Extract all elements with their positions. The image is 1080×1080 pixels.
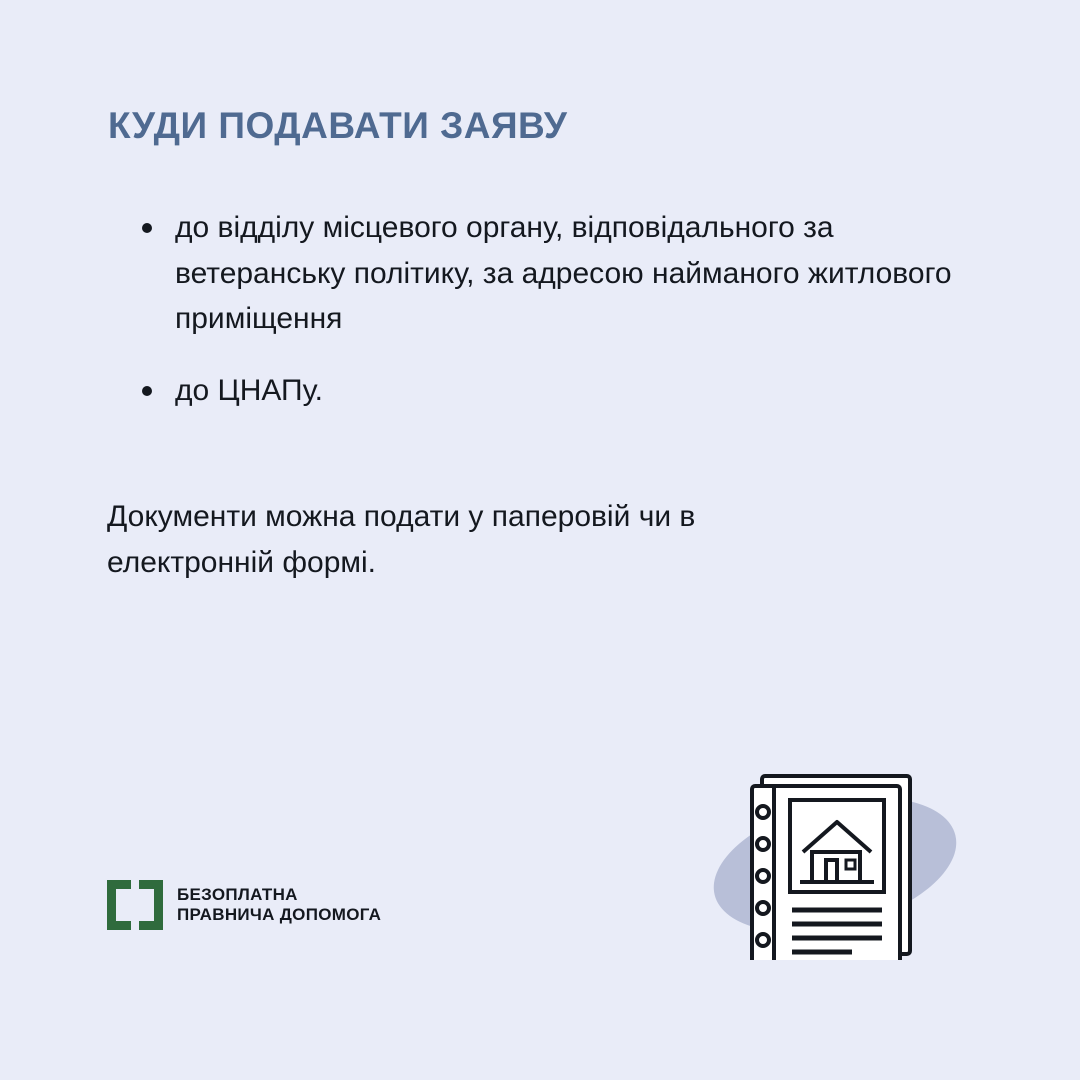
logo-line-1: БЕЗОПЛАТНА [177, 884, 298, 904]
bullet-dot-icon [142, 386, 152, 396]
logo [107, 880, 381, 930]
page-title: КУДИ ПОДАВАТИ ЗАЯВУ [108, 105, 568, 146]
list-item [138, 205, 958, 342]
list-item-label: до відділу місцевого органу, відповідального за ветеранську політику, за адресою найманого житлового приміщення [175, 211, 952, 336]
body-paragraph: Документи можна подати у паперовій чи в електронній формі. [107, 500, 696, 579]
notebook-with-house-document-icon [700, 760, 970, 960]
logo-line-2: ПРАВНИЧА ДОПОМОГА [177, 905, 382, 924]
list-item-label: до ЦНАПу. [175, 373, 323, 407]
brackets-logo-icon [107, 880, 163, 930]
logo-text [177, 886, 381, 925]
bullet-list [138, 205, 958, 413]
bullet-dot-icon [142, 223, 152, 233]
list-item [138, 368, 958, 414]
